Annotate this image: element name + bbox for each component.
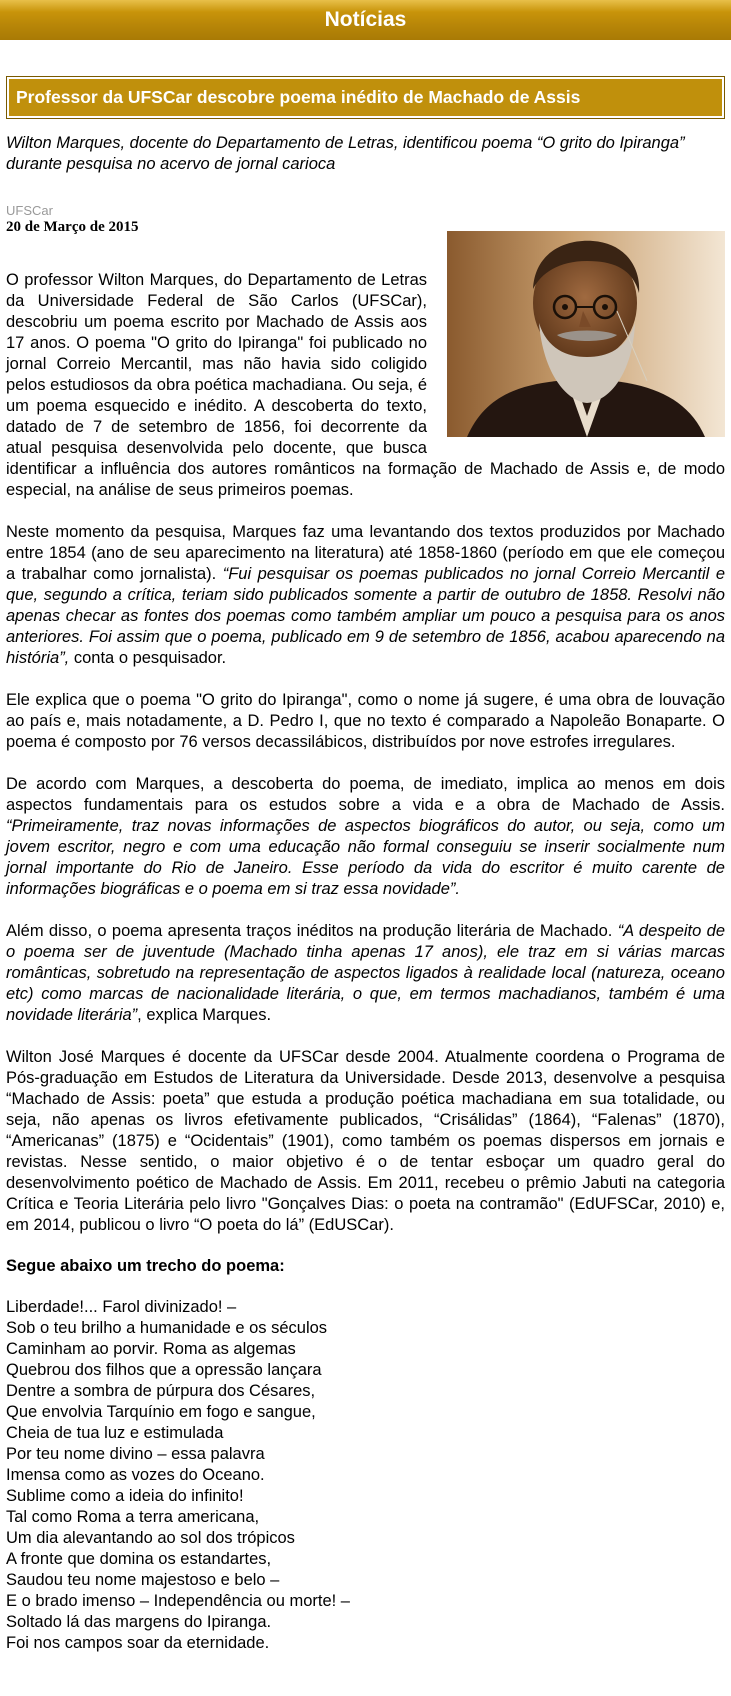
- poem-line: E o brado imenso – Independência ou morte! –: [6, 1592, 350, 1610]
- poem-line: Cheia de tua luz e estimulada: [6, 1424, 224, 1442]
- paragraph-2-end: conta o pesquisador.: [69, 649, 227, 667]
- paragraph-2: [6, 522, 725, 669]
- poem-line: Quebrou dos filhos que a opressão lançara: [6, 1361, 322, 1379]
- poem-line: A fronte que domina os estandartes,: [6, 1550, 272, 1568]
- poem-line: Dentre a sombra de púrpura dos Césares,: [6, 1382, 316, 1400]
- article: [0, 76, 731, 1654]
- article-source: UFSCar: [6, 203, 53, 218]
- page-header: [0, 0, 731, 40]
- article-subtitle: Wilton Marques, docente do Departamento de Letras, identificou poema “O grito do Ipiranga” durante pesquisa no acervo de jornal carioca: [6, 134, 685, 173]
- paragraph-4-text: De acordo com Marques, a descoberta do poema, de imediato, implica ao menos em dois aspectos fundamentais para os estudos sobre a vida e a obra de Machado de Assis.: [6, 775, 725, 814]
- poem-line: Sublime como a ideia do infinito!: [6, 1487, 244, 1505]
- poem-line: Saudou teu nome majestoso e belo –: [6, 1571, 280, 1589]
- paragraph-6: Wilton José Marques é docente da UFSCar desde 2004. Atualmente coordena o Programa de Pós-graduação em Estudos de Literatura da Universidade. Desde 2013, desenvolve a pesquisa “Machado de Assis: poeta” que estuda a produção poética machadiana em sua totalidade, ou seja, não apenas os livros efetivamente publicados, “Crisálidas” (1864), “Falenas” (1870), “Americanas” (1875) e “Ocidentais” (1901), como também os poemas dispersos em jornais e revistas. Nesse sentido, o maior objetivo é o de tentar esboçar um quadro geral do desenvolvimento poético de Machado de Assis. Em 2011, recebeu o prêmio Jabuti na categoria Crítica e Teoria Literária pelo livro "Gonçalves Dias: o poeta na contramão" (EdUFSCar, 2010) e, em 2014, publicou o livro “O poeta do lá” (EdUSCar).: [6, 1048, 725, 1234]
- paragraph-4: [6, 774, 725, 900]
- poem-excerpt: [6, 1297, 725, 1654]
- poem-line: Que envolvia Tarquínio em fogo e sangue,: [6, 1403, 316, 1421]
- poem-line: Soltado lá das margens do Ipiranga.: [6, 1613, 272, 1631]
- portrait-image: [447, 231, 725, 437]
- poem-line: Sob o teu brilho a humanidade e os séculos: [6, 1319, 328, 1337]
- poem-heading: Segue abaixo um trecho do poema:: [6, 1257, 285, 1275]
- paragraph-4-quote: “Primeiramente, traz novas informações de aspectos biográficos do autor, ou seja, como um jovem escritor, negro e com uma educação não formal conseguiu se inserir socialmente num jornal importante do Rio de Janeiro. Esse período da vida do escritor é muito carente de informações biográficas e o poema em si traz essa novidade”.: [6, 817, 725, 898]
- paragraph-5-text: Além disso, o poema apresenta traços inéditos na produção literária de Machado.: [6, 922, 618, 940]
- article-body: [6, 236, 725, 1236]
- paragraph-2-text: Neste momento da pesquisa, Marques faz uma levantando dos textos produzidos por Machado entre 1854 (ano de seu aparecimento na literatura) até 1858-1860 (período em que ele começou a trabalhar como jornalista).: [6, 523, 725, 583]
- poem-line: Foi nos campos soar da eternidade.: [6, 1634, 270, 1652]
- article-date: 20 de Março de 2015: [6, 219, 139, 235]
- poem-line: Por teu nome divino – essa palavra: [6, 1445, 265, 1463]
- paragraph-5: [6, 921, 725, 1026]
- paragraph-1: O professor Wilton Marques, do Departamento de Letras da Universidade Federal de São Carlos (UFSCar), descobriu um poema escrito por Machado de Assis aos 17 anos. O poema "O grito do Ipiranga" foi publicado no jornal Correio Mercantil, mas não havia sido coligido pelos estudiosos da obra poética machadiana. Ou seja, é um poema esquecido e inédito. A descoberta do texto, datado de 7 de setembro de 1856, foi decorrente da atual pesquisa desenvolvida pelo docente, que busca identificar a influência dos autores românticos na formação de Machado de Assis e, de modo especial, na análise de seus primeiros poemas.: [6, 271, 725, 499]
- poem-line: Caminham ao porvir. Roma as algemas: [6, 1340, 296, 1358]
- paragraph-3: Ele explica que o poema "O grito do Ipiranga", como o nome já sugere, é uma obra de louvação ao país e, mais notadamente, a D. Pedro I, que no texto é comparado a Napoleão Bonaparte. O poema é composto por 76 versos decassilábicos, distribuídos por nove estrofes irregulares.: [6, 691, 725, 751]
- paragraph-2-quote: “Fui pesquisar os poemas publicados no jornal Correio Mercantil e que, segundo a crítica, teriam sido publicados somente a partir de outubro de 1858. Resolvi não apenas checar as fontes dos poemas como também ampliar um pouco a pesquisa para os anos anteriores. Foi assim que o poema, publicado em 9 de setembro de 1856, acabou aparecendo na história”,: [6, 565, 725, 667]
- paragraph-5-quote: “A despeito de o poema ser de juventude (Machado tinha apenas 17 anos), ele traz em si várias marcas românticas, sobretudo na representação de aspectos ligados à realidade local (natureza, oceano etc) como marcas de nacionalidade literária, o que, em termos machadianos, também é uma novidade literária”: [6, 922, 725, 1024]
- author-portrait: [447, 231, 725, 437]
- poem-line: Liberdade!... Farol divinizado! –: [6, 1298, 237, 1316]
- article-title-bar: [6, 76, 725, 119]
- page-header-title: Notícias: [324, 8, 407, 31]
- article-title: Professor da UFSCar descobre poema inédito de Machado de Assis: [9, 79, 722, 116]
- poem-line: Imensa como as vozes do Oceano.: [6, 1466, 265, 1484]
- poem-line: Tal como Roma a terra americana,: [6, 1508, 260, 1526]
- paragraph-5-end: , explica Marques.: [137, 1006, 272, 1024]
- poem-line: Um dia alevantando ao sol dos trópicos: [6, 1529, 295, 1547]
